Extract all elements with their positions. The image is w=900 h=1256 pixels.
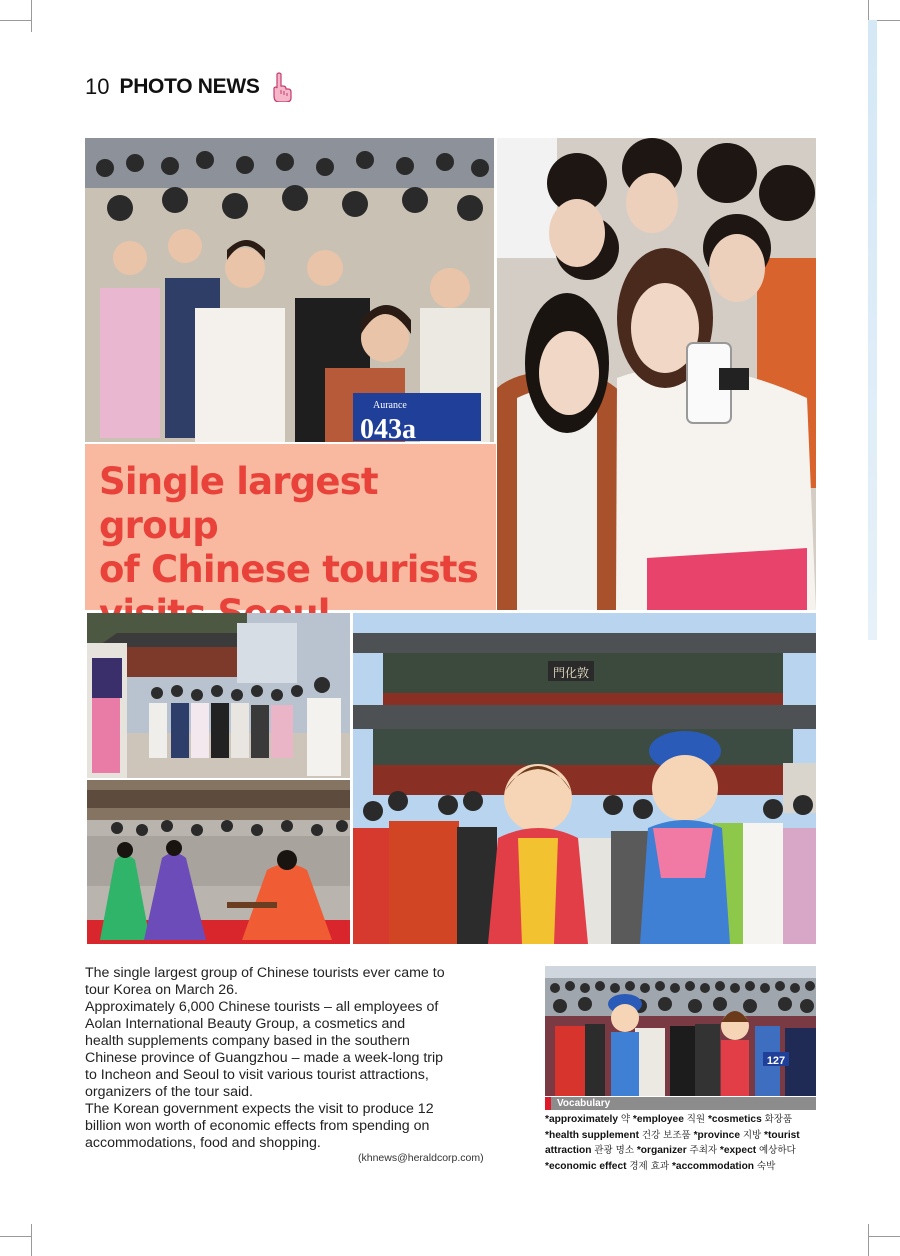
vocabulary-label: Vocabulary: [557, 1098, 611, 1109]
headline: [99, 460, 494, 636]
vocabulary-marker: [545, 1097, 551, 1110]
headline-box: [85, 444, 496, 610]
vocab-translation: 직원: [686, 1114, 706, 1125]
vocab-item: [694, 1130, 762, 1141]
vocab-item: [720, 1145, 796, 1156]
photo-palace-gate-mascots: [353, 613, 816, 944]
article-body: [85, 965, 445, 1152]
vocab-item: [545, 1130, 691, 1141]
photo-women-selfie: [497, 138, 816, 610]
vocab-term: *province: [693, 1129, 740, 1141]
crop-mark-br-v: [868, 1224, 869, 1256]
vocab-translation: 약: [620, 1114, 631, 1125]
section-title: PHOTO NEWS: [119, 75, 260, 98]
vocab-item: [545, 1114, 630, 1125]
vocab-term: *cosmetics: [707, 1114, 762, 1125]
vocab-item: [545, 1161, 669, 1172]
vocabulary-label-bar: [545, 1097, 816, 1110]
vocab-translation: 주최자: [689, 1145, 718, 1156]
vocab-translation: 경제 효과: [629, 1160, 670, 1172]
vocab-term: *tourist attraction: [545, 1129, 800, 1156]
vocab-term: *health supplement: [545, 1129, 639, 1141]
pointing-hand-icon: [270, 72, 292, 102]
article-paragraph: The Korean government expects the visit to produce 12 billion won worth of economic effects from spending on accommodations, food and shopping.: [85, 1101, 434, 1151]
vocab-item: [637, 1145, 717, 1156]
page-header: [85, 72, 292, 102]
headline-line: of Chinese tourists: [99, 548, 478, 591]
vocab-term: *employee: [632, 1114, 684, 1125]
vocab-item: [672, 1161, 775, 1172]
photo-palace-performance: [87, 613, 350, 778]
photo-group-mascots: [545, 966, 816, 1096]
article-paragraph: Approximately 6,000 Chinese tourists – all employees of Aolan International Beauty Group, a cosmetics and health supplements company based in the southern Chinese province of Guangzhou – made a week-long trip to Incheon and Seoul to visit various tourist attractions, organizers of the tour said.: [85, 999, 444, 1100]
vocab-term: *approximately: [545, 1114, 619, 1125]
crop-mark-br-h: [868, 1236, 900, 1237]
vocab-translation: 건강 보조품: [641, 1129, 691, 1141]
vocab-translation: 숙박: [756, 1160, 776, 1172]
vocab-item: [708, 1114, 792, 1125]
headline-line: Single largest group: [99, 460, 378, 547]
photo-sign-number: 127: [766, 1055, 786, 1067]
page-edge-strip: [868, 20, 877, 640]
vocab-translation: 화장품: [764, 1114, 793, 1125]
sign-brand: Aurance: [373, 400, 407, 411]
article-paragraph: The single largest group of Chinese tourists ever came to tour Korea on March 26.: [85, 965, 445, 998]
contact-email: (khnews@heraldcorp.com): [358, 1152, 484, 1164]
vocab-term: *accommodation: [671, 1160, 755, 1172]
crop-mark-tl-h: [0, 20, 32, 21]
sign-number: 043a: [360, 414, 416, 442]
photo-crowd-selfie: [85, 138, 494, 442]
vocab-translation: 지방: [742, 1129, 762, 1141]
gate-sign: 門化敦: [552, 666, 590, 680]
page-number: 10: [85, 74, 110, 99]
vocab-translation: 관광 명소: [594, 1145, 634, 1156]
crop-mark-bl-v: [31, 1224, 32, 1256]
vocab-translation: 예상하다: [758, 1145, 796, 1156]
crop-mark-tl-v: [31, 0, 32, 32]
photo-hanbok-performers: [87, 780, 350, 944]
vocab-term: *organizer: [636, 1145, 687, 1156]
crop-mark-bl-h: [0, 1236, 32, 1237]
vocab-item: [633, 1114, 705, 1125]
vocab-term: *economic effect: [545, 1160, 627, 1172]
vocab-term: *expect: [719, 1145, 757, 1156]
vocabulary-list: [545, 1112, 818, 1174]
